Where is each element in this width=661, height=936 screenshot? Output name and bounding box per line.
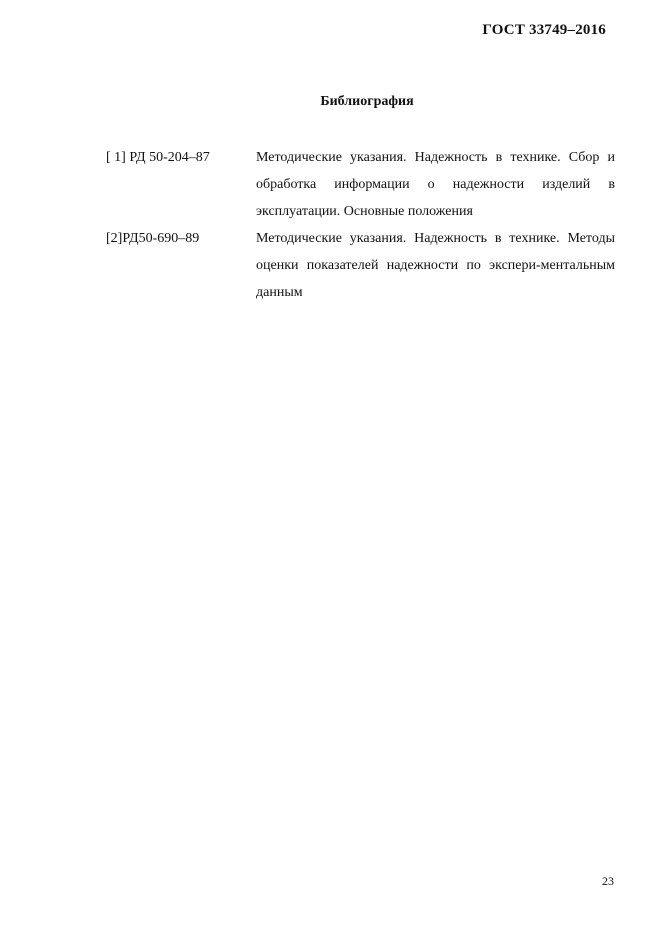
bibliography-list [106, 144, 615, 306]
document-code: ГОСТ 33749–2016 [482, 22, 606, 38]
section-title: Библиография [320, 94, 414, 109]
bibliography-text: Методические указания. Надежность в технике. Сбор и обработка информации о надежности изделий в эксплуатации. Основные положения [256, 150, 615, 219]
bibliography-ref: [ 1] РД 50-204–87 [106, 150, 210, 165]
page-number: 23 [602, 874, 614, 888]
bibliography-entry [106, 225, 615, 306]
bibliography-text: Методические указания. Надежность в технике. Методы оценки показателей надежности по экспери-ментальным данным [256, 231, 615, 300]
bibliography-entry [106, 144, 615, 225]
bibliography-ref: [2]РД50-690–89 [106, 231, 200, 246]
